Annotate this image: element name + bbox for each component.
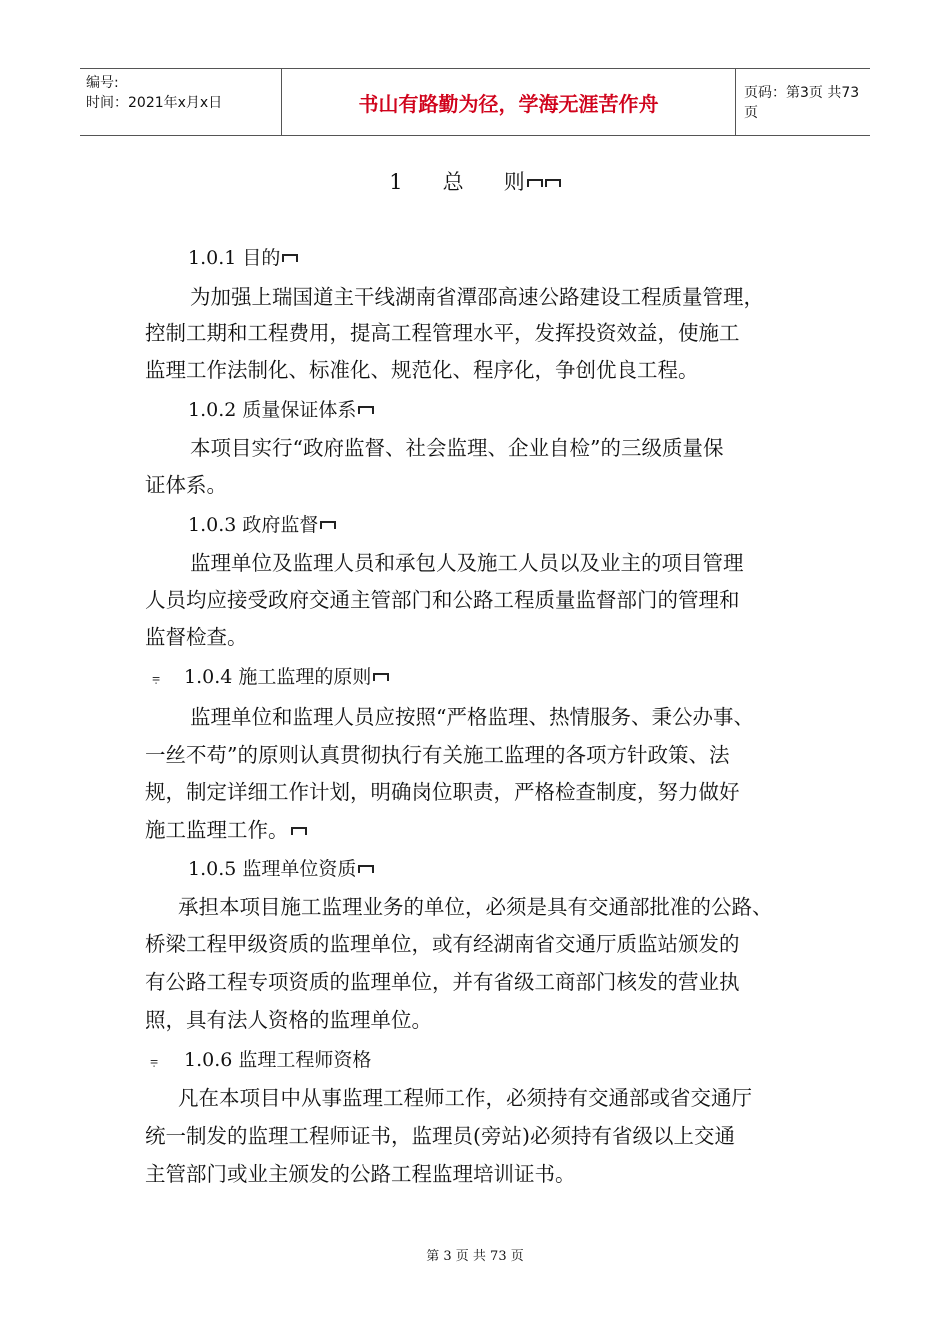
edit-mark-icon [291, 827, 307, 835]
page-footer: 第 3 页 共 73 页 [426, 1249, 524, 1264]
paragraph-line: 有公路工程专项资质的监理单位，并有省级工商部门核发的营业执 [145, 970, 740, 994]
section-heading-103 [188, 510, 336, 540]
paragraph-line: 监理单位和监理人员应按照“严格监理、热情服务、秉公办事、 [190, 705, 754, 729]
paragraph-line: 人员均应接受政府交通主管部门和公路工程质量监督部门的管理和 [145, 588, 740, 612]
paragraph-line-text: 施工监理工作。 [145, 818, 289, 842]
paragraph-line: 规，制定详细工作计划，明确岗位职责，严格检查制度，努力做好 [145, 780, 740, 804]
chapter-title [0, 166, 950, 196]
edit-mark-icon [282, 254, 298, 262]
section-heading-text: 1.0.4 施工监理的原则 [184, 666, 372, 688]
paragraph-line: 监督检查。 [145, 625, 248, 649]
section-heading-text: 1.0.1 目的 [188, 247, 281, 269]
paragraph-line: 凡在本项目中从事监理工程师工作，必须持有交通部或省交通厅 [178, 1086, 752, 1110]
number-label: 编号: [86, 75, 119, 91]
section-heading-text: 1.0.3 政府监督 [188, 514, 319, 536]
section-heading-text: 1.0.5 监理单位资质 [188, 858, 357, 880]
paragraph-line [145, 815, 825, 845]
header-motto: 书山有路勤为径，学海无涯苦作舟 [282, 69, 736, 135]
header-page-info: 页码：第3页 共73页 [744, 85, 860, 121]
edit-mark-icon [358, 865, 374, 873]
paragraph-line: 监理单位及监理人员和承包人及施工人员以及业主的项目管理 [190, 551, 744, 575]
edit-mark-icon [320, 521, 336, 529]
chapter-title-text: 1 总 则 [389, 170, 525, 194]
section-heading-text: 1.0.2 质量保证体系 [188, 399, 357, 421]
paragraph-line: 主管部门或业主颁发的公路工程监理培训证书。 [145, 1162, 576, 1186]
section-heading-101 [188, 243, 298, 273]
edit-mark-icon [527, 179, 543, 187]
edit-mark-icon [545, 179, 561, 187]
section-heading-105 [188, 854, 374, 884]
paragraph-line: 桥梁工程甲级资质的监理单位，或有经湖南省交通厅质监站颁发的 [145, 932, 740, 956]
section-heading-106: 1.0.6 监理工程师资格 [184, 1049, 372, 1071]
edit-mark-icon [358, 406, 374, 414]
section-heading-104 [184, 662, 389, 692]
paragraph-line: 监理工作法制化、标准化、规范化、程序化，争创优良工程。 [145, 358, 699, 382]
paragraph-line: 为加强上瑞国道主干线湖南省潭邵高速公路建设工程质量管理， [190, 285, 764, 309]
header-meta [80, 69, 282, 135]
paragraph-line: 证体系。 [145, 473, 227, 497]
paragraph-line: 控制工期和工程费用，提高工程管理水平，发挥投资效益，使施工 [145, 321, 740, 345]
time-label: 时间：2021年x月x日 [86, 95, 223, 111]
paragraph-line: 统一制发的监理工程师证书，监理员(旁站)必须持有省级以上交通 [145, 1124, 735, 1148]
page-header [80, 68, 870, 136]
bullet-symbol-icon: ⩦ [150, 1053, 159, 1069]
paragraph-line: 承担本项目施工监理业务的单位，必须是具有交通部批准的公路、 [178, 895, 773, 919]
section-heading-102 [188, 395, 374, 425]
paragraph-line: 一丝不苟”的原则认真贯彻执行有关施工监理的各项方针政策、法 [145, 743, 730, 767]
bullet-symbol-icon: ⩦ [152, 670, 161, 686]
paragraph-line: 本项目实行“政府监督、社会监理、企业自检”的三级质量保 [190, 436, 724, 460]
paragraph-line: 照，具有法人资格的监理单位。 [145, 1008, 432, 1032]
edit-mark-icon [373, 673, 389, 681]
